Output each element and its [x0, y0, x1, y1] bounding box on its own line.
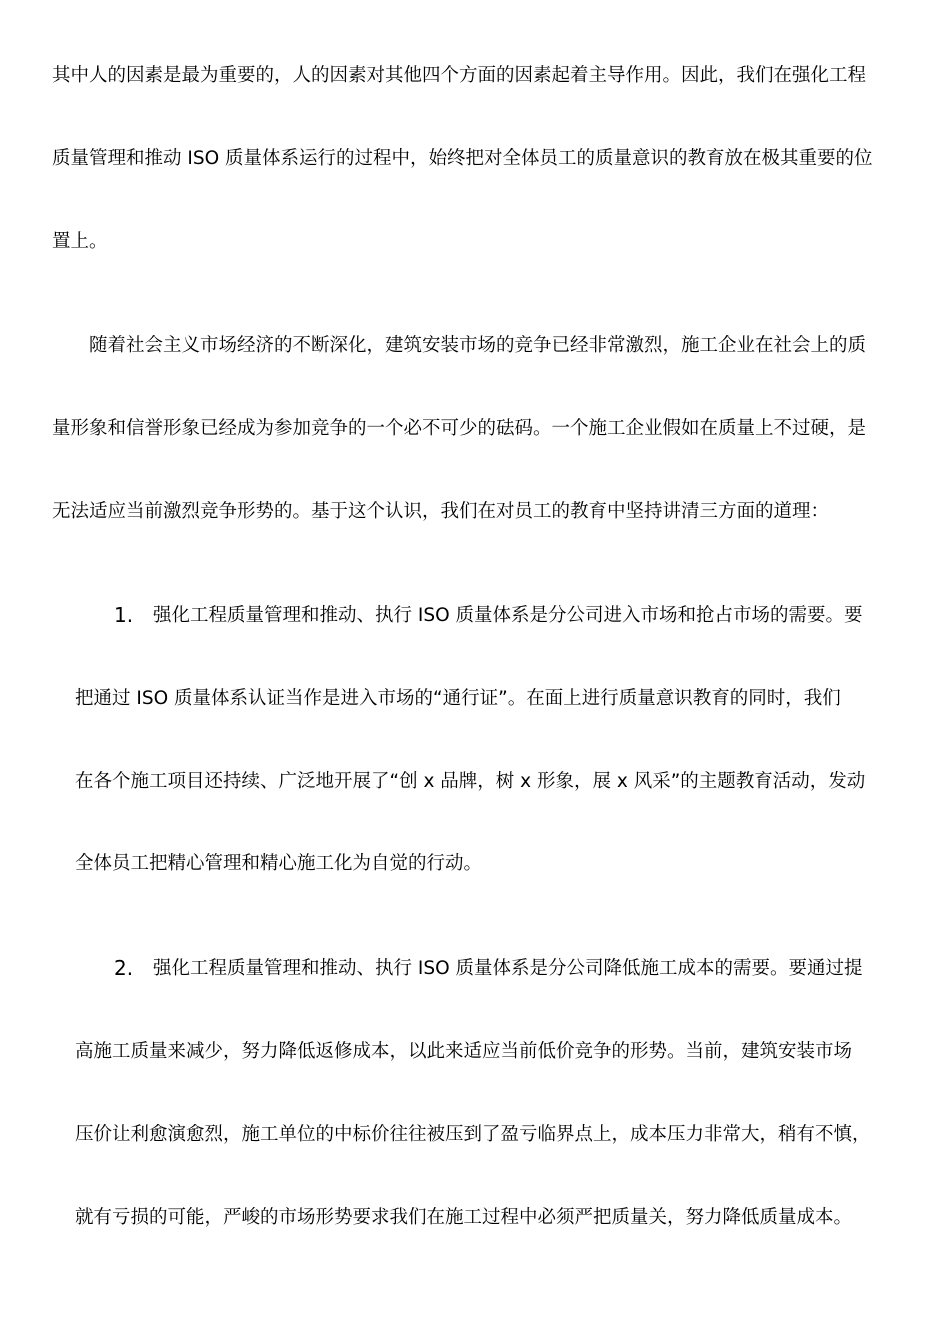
- text-line: 置上。: [52, 231, 108, 252]
- text-line: 其中人的因素是最为重要的，人的因素对其他四个方面的因素起着主导作用。因此，我们在强化工程: [52, 65, 867, 86]
- text-line: 就有亏损的可能，严峻的市场形势要求我们在施工过程中必须严把质量关，努力降低质量成本。: [75, 1207, 853, 1228]
- text-line: 强化工程质量管理和推动、执行 ISO 质量体系是分公司降低施工成本的需要。要通过提: [153, 958, 863, 979]
- text-line: 质量管理和推动 ISO 质量体系运行的过程中，始终把对全体员工的质量意识的教育放在极其重要的位: [52, 148, 873, 169]
- text-line: 量形象和信誉形象已经成为参加竞争的一个必不可少的砝码。一个施工企业假如在质量上不过硬，是: [52, 418, 867, 439]
- text-line: 全体员工把精心管理和精心施工化为自觉的行动。: [75, 853, 483, 874]
- text-line: 高施工质量来减少，努力降低返修成本，以此来适应当前低价竞争的形势。当前，建筑安装市场: [75, 1041, 853, 1062]
- text-line: 随着社会主义市场经济的不断深化，建筑安装市场的竞争已经非常激烈，施工企业在社会上的质: [89, 335, 867, 356]
- text-line: 无法适应当前激烈竞争形势的。基于这个认识，我们在对员工的教育中坚持讲清三方面的道理：: [52, 501, 830, 522]
- text-line: 在各个施工项目还持续、广泛地开展了“创 x 品牌，树 x 形象，展 x 风采”的主题教育活动，发动: [75, 771, 866, 792]
- list-number: 2.: [114, 956, 134, 980]
- text-line: 压价让利愈演愈烈，施工单位的中标价往往被压到了盈亏临界点上，成本压力非常大，稍有不慎，: [75, 1124, 871, 1145]
- list-number: 1.: [114, 603, 134, 627]
- text-line: 强化工程质量管理和推动、执行 ISO 质量体系是分公司进入市场和抢占市场的需要。要: [153, 605, 863, 626]
- text-line: 把通过 ISO 质量体系认证当作是进入市场的“通行证”。在面上进行质量意识教育的同时，我们: [75, 688, 841, 709]
